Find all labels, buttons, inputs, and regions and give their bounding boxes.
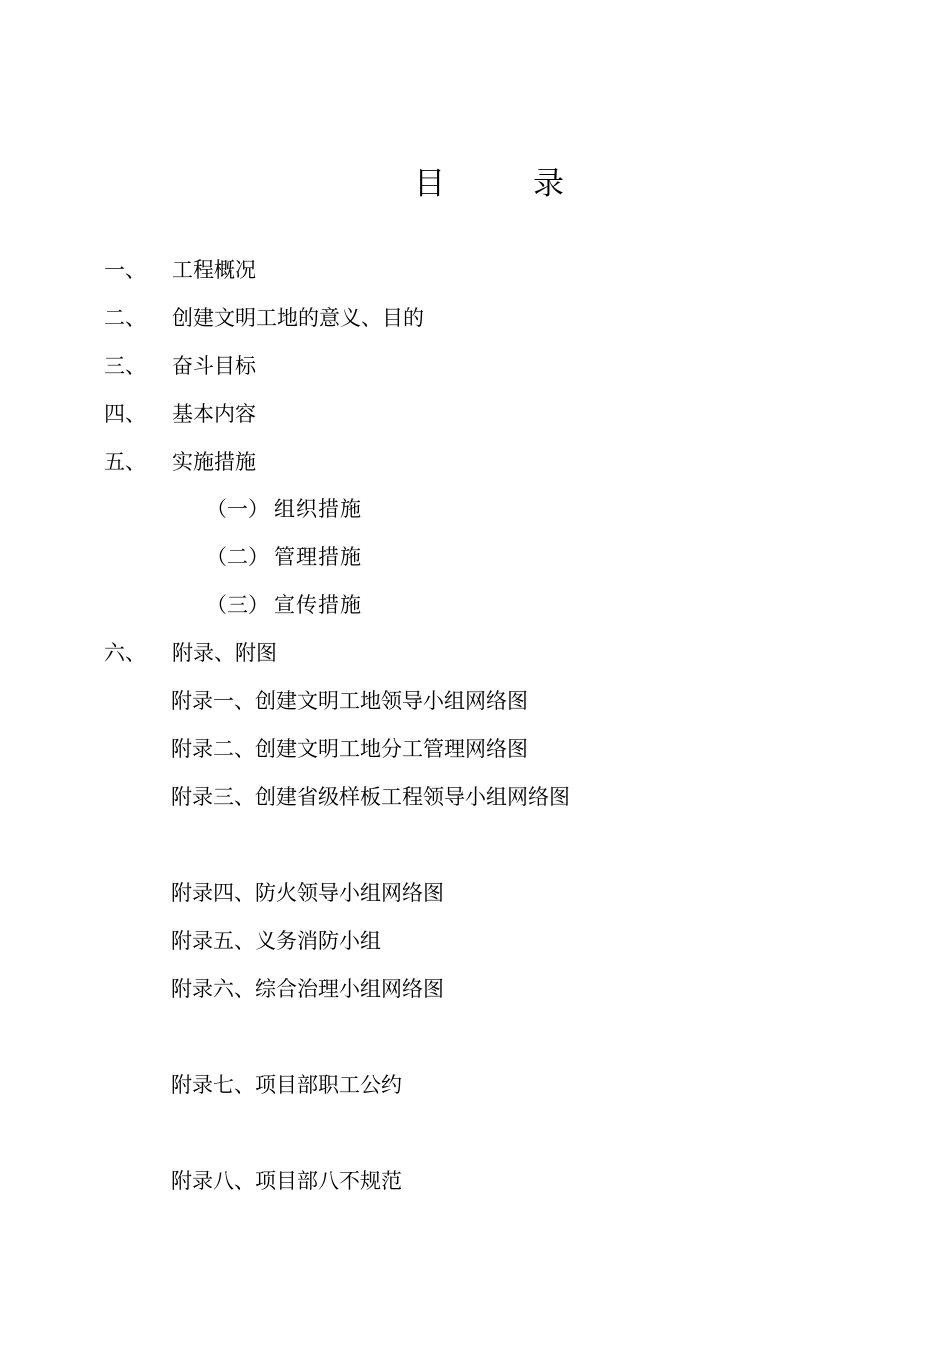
- toc-title-char-1: 目: [414, 166, 445, 202]
- toc-item-text: 附录、附图: [172, 641, 277, 665]
- toc-item-number: 二、: [104, 306, 146, 330]
- toc-item-text: 工程概况: [172, 258, 256, 282]
- toc-item-text: 宣传措施: [274, 593, 362, 617]
- toc-item-text: 附录三、创建省级样板工程领导小组网络图: [171, 785, 570, 809]
- toc-item-text: 管理措施: [274, 545, 362, 569]
- toc-item-number: （二）: [206, 545, 269, 569]
- toc-item-number: （一）: [206, 497, 269, 521]
- toc-title-char-2: 录: [533, 166, 564, 202]
- toc-item-number: 六、: [104, 641, 146, 665]
- toc-title: [0, 162, 950, 206]
- toc-item-text: 实施措施: [172, 450, 256, 474]
- toc-item-text: 组织措施: [274, 497, 362, 521]
- toc-item-text: 附录一、创建文明工地领导小组网络图: [171, 689, 528, 713]
- toc-item-text: 附录四、防火领导小组网络图: [171, 881, 444, 905]
- toc-item-text: 附录五、义务消防小组: [171, 929, 381, 953]
- toc-item-text: 附录二、创建文明工地分工管理网络图: [171, 737, 528, 761]
- toc-item-text: 创建文明工地的意义、目的: [172, 306, 424, 330]
- toc-item-number: 一、: [104, 258, 146, 282]
- toc-item-text: 基本内容: [172, 402, 256, 426]
- toc-item-text: 奋斗目标: [172, 354, 256, 378]
- toc-item-number: （三）: [206, 593, 269, 617]
- toc-item-text: 附录七、项目部职工公约: [171, 1073, 402, 1097]
- toc-item-text: 附录六、综合治理小组网络图: [171, 977, 444, 1001]
- toc-item-number: 四、: [104, 402, 146, 426]
- toc-item-text: 附录八、项目部八不规范: [171, 1169, 402, 1193]
- toc-item-number: 三、: [104, 354, 146, 378]
- toc-item-number: 五、: [104, 450, 146, 474]
